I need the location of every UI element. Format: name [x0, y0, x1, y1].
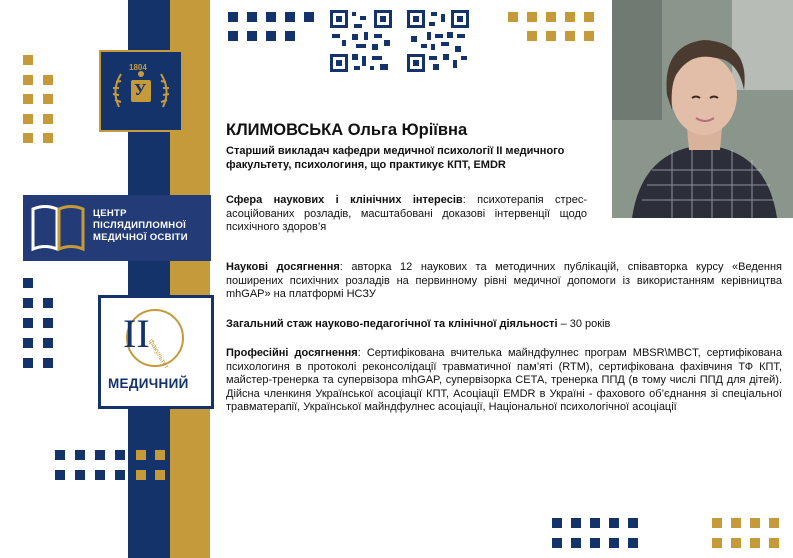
faculty-word: факультет	[146, 338, 170, 371]
university-year: 1804	[129, 63, 147, 72]
interests-paragraph	[226, 194, 587, 235]
achievements-text: : авторка 12 наукових та методичних публікацій, співавторка курсу «Ведення поширених психічних розладів на первинному рівні медичної допомоги із використанням керівництва mhGAP» на платформі НСЗУ	[226, 261, 782, 300]
person-name: КЛИМОВСЬКА Ольга Юріївна	[226, 121, 468, 139]
university-logo	[99, 50, 183, 132]
interests-text: : психотерапія стрес-асоційованих розладів, масштабовані доказові інтервенції щодо психічного здоров’я	[226, 194, 587, 233]
achievements-label: Наукові досягнення	[226, 261, 340, 273]
interests-label: Сфера наукових і клінічних інтересів	[226, 194, 463, 206]
center-line-3: МЕДИЧНОЇ ОСВІТИ	[93, 232, 188, 243]
qr-code-1[interactable]	[330, 10, 392, 72]
university-letter: У	[134, 80, 147, 99]
faculty-numeral: II	[123, 311, 150, 356]
experience-text: – 30 років	[557, 318, 611, 330]
open-book-icon	[29, 201, 87, 255]
person-position: Старший викладач кафедри медичної психології ІІ медичного факультету, психологиня, що практикує КПТ, EMDR	[226, 145, 565, 171]
portrait-photo	[612, 0, 793, 218]
experience-label: Загальний стаж науково-педагогічної та клінічної діяльності	[226, 318, 558, 330]
medical-faculty-logo	[98, 295, 214, 409]
qr-code-2[interactable]	[407, 10, 469, 72]
postgraduate-center-logo	[23, 195, 211, 261]
center-line-2: ПІСЛЯДИПЛОМНОЇ	[93, 220, 187, 231]
qr-code-icon	[330, 10, 392, 72]
achievements-paragraph	[226, 261, 782, 302]
center-line-1: ЦЕНТР	[93, 208, 127, 219]
qr-code-icon	[407, 10, 469, 72]
professional-paragraph	[226, 347, 782, 415]
professional-label: Професійні досягнення	[226, 347, 358, 359]
experience-paragraph	[226, 318, 782, 332]
professional-text: : Сертифікована вчителька майндфулнес програм MBSR\MBCT, сертифікована психологиня в протоколі реконсолідації травматичної пам’яті (RTM), сертифікована фахівчиня ТФ КПТ, майстер-тренерка та супервізора mhGAP, супервізорка СЕТА, тренерка ППД (в тому числі ППД для дітей). Дійсна членкиня Української асоціації КПТ, Асоціації EMDR в Україні - фахового об’єднання зі спеціальної травматерапії, Української майндфулнес асоціації, Національної психологічної асоціації	[226, 347, 782, 413]
faculty-name: МЕДИЧНИЙ	[108, 376, 189, 391]
person-portrait-icon	[612, 0, 793, 218]
